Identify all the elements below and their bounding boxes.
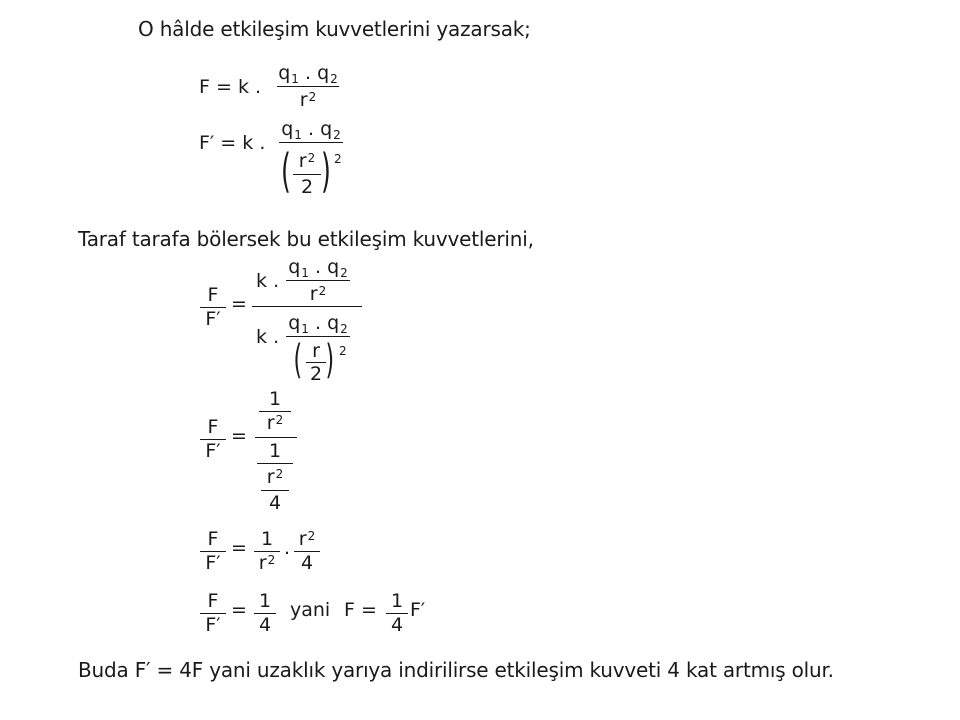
eq4-bottom-fraction: [257, 440, 293, 518]
eq3-lhs: [200, 284, 226, 332]
eq3-bottom-fraction: [286, 312, 350, 388]
eq4-top-den: $r^2$: [266, 412, 284, 434]
eq2-inner-numerator: $r^2$: [298, 150, 316, 172]
equation-ratio-step3: [200, 528, 330, 580]
eq3-bottom-numerator: $q_1$ . $q_2$: [288, 312, 348, 336]
eq3-lhs-den: F′: [205, 308, 221, 330]
eq4-nested-fraction: [261, 466, 289, 514]
eq1-numerator: $q_1$ . $q_2$: [278, 62, 338, 86]
eq2-fraction: [279, 118, 343, 202]
eq2-right-paren: ): [321, 144, 331, 198]
eq2-numerator: $q_1$ . $q_2$: [281, 118, 341, 142]
eq6-yani: yani: [290, 599, 331, 621]
eq3-top-k: k .: [256, 270, 280, 292]
eq3-main-bar: [252, 306, 362, 307]
eq6-fraction-quarter-2: [386, 590, 408, 638]
eq3-inner-num: r: [312, 340, 320, 362]
eq4-nested-num: $r^2$: [266, 466, 284, 488]
intro-text: O hâlde etkileşim kuvvetlerini yazarsak;: [138, 17, 531, 41]
equation-ratio-result: [200, 590, 440, 642]
eq6-q2-den: 4: [390, 614, 404, 636]
eq4-main-bar: [255, 437, 297, 438]
eq4-big-fraction: [255, 388, 297, 518]
eq1-denominator: $r^2$: [299, 89, 317, 111]
eq3-big-fraction: [252, 256, 362, 388]
eq5-equals: =: [231, 537, 247, 559]
eq3-top-bar: [286, 280, 350, 281]
eq5-b-den: 4: [300, 552, 314, 574]
eq2-left-paren: (: [281, 144, 291, 198]
eq6-lhs-den: F′: [205, 614, 221, 636]
eq2-inner-denominator: 2: [300, 176, 314, 198]
equation-coulomb-force: [199, 62, 359, 120]
eq5-lhs-num: F: [207, 528, 219, 550]
equation-ratio-step2: [200, 388, 310, 518]
eq2-fraction-bar: [279, 142, 343, 143]
eq3-bottom-k: k .: [256, 326, 280, 348]
eq1-fraction: [277, 62, 339, 114]
eq2-inner-fraction: [293, 148, 321, 196]
conclusion-text: Buda F′ = 4F yani uzaklık yarıya indirilirse etkileşim kuvveti 4 kat artmış olur.: [78, 658, 834, 682]
eq4-nested-den: 4: [268, 492, 282, 514]
eq5-a-num: 1: [260, 528, 274, 550]
eq6-q2-num: 1: [390, 590, 404, 612]
eq2-outer-exponent: 2: [334, 152, 342, 166]
eq4-nested-bar: [261, 490, 289, 491]
eq6-q-num: 1: [258, 590, 272, 612]
eq5-dot: .: [284, 537, 291, 559]
eq4-lhs-num: F: [207, 416, 219, 438]
eq4-equals: =: [231, 425, 247, 447]
eq3-top-fraction: [286, 256, 350, 304]
eq1-fraction-bar: [277, 86, 339, 87]
eq3-equals: =: [231, 293, 247, 315]
eq6-lhs-num: F: [207, 590, 219, 612]
equation-new-force: [199, 118, 369, 204]
eq5-a-den: $r^2$: [258, 552, 276, 574]
eq4-top-fraction: [259, 388, 291, 436]
eq6-f-equals: F =: [344, 599, 377, 621]
eq4-top-num: 1: [268, 388, 282, 410]
eq6-lhs: [200, 590, 226, 638]
eq4-bottom-num: 1: [268, 440, 282, 462]
eq4-lhs: [200, 416, 226, 464]
eq4-lhs-den: F′: [205, 440, 221, 462]
eq3-top-denominator: $r^2$: [309, 283, 327, 305]
eq6-fraction-quarter: [254, 590, 276, 638]
equation-ratio-step1: [200, 256, 370, 388]
eq4-top-bar: [259, 411, 291, 412]
eq5-fraction-a: [254, 528, 280, 576]
eq6-q-den: 4: [258, 614, 272, 636]
eq3-lhs-num: F: [207, 284, 219, 306]
eq2-inner-bar: [293, 174, 321, 175]
eq1-lhs: F = k .: [199, 76, 262, 98]
eq3-outer-exponent: 2: [339, 344, 347, 358]
eq4-bottom-bar: [257, 463, 293, 464]
eq3-left-paren: (: [293, 337, 303, 383]
eq5-fraction-b: [294, 528, 320, 576]
eq5-lhs-den: F′: [205, 552, 221, 574]
eq3-right-paren: ): [325, 337, 335, 383]
eq6-f-prime: F′: [410, 599, 426, 621]
eq3-inner-den: 2: [309, 363, 323, 385]
eq5-lhs: [200, 528, 226, 576]
eq6-equals: =: [231, 599, 247, 621]
divide-text: Taraf tarafa bölersek bu etkileşim kuvvetlerini,: [78, 227, 534, 251]
eq2-lhs: F′ = k .: [199, 132, 266, 154]
eq3-inner-fraction: [306, 340, 326, 384]
eq5-b-num: $r^2$: [298, 528, 316, 550]
eq3-top-numerator: $q_1$ . $q_2$: [288, 256, 348, 280]
